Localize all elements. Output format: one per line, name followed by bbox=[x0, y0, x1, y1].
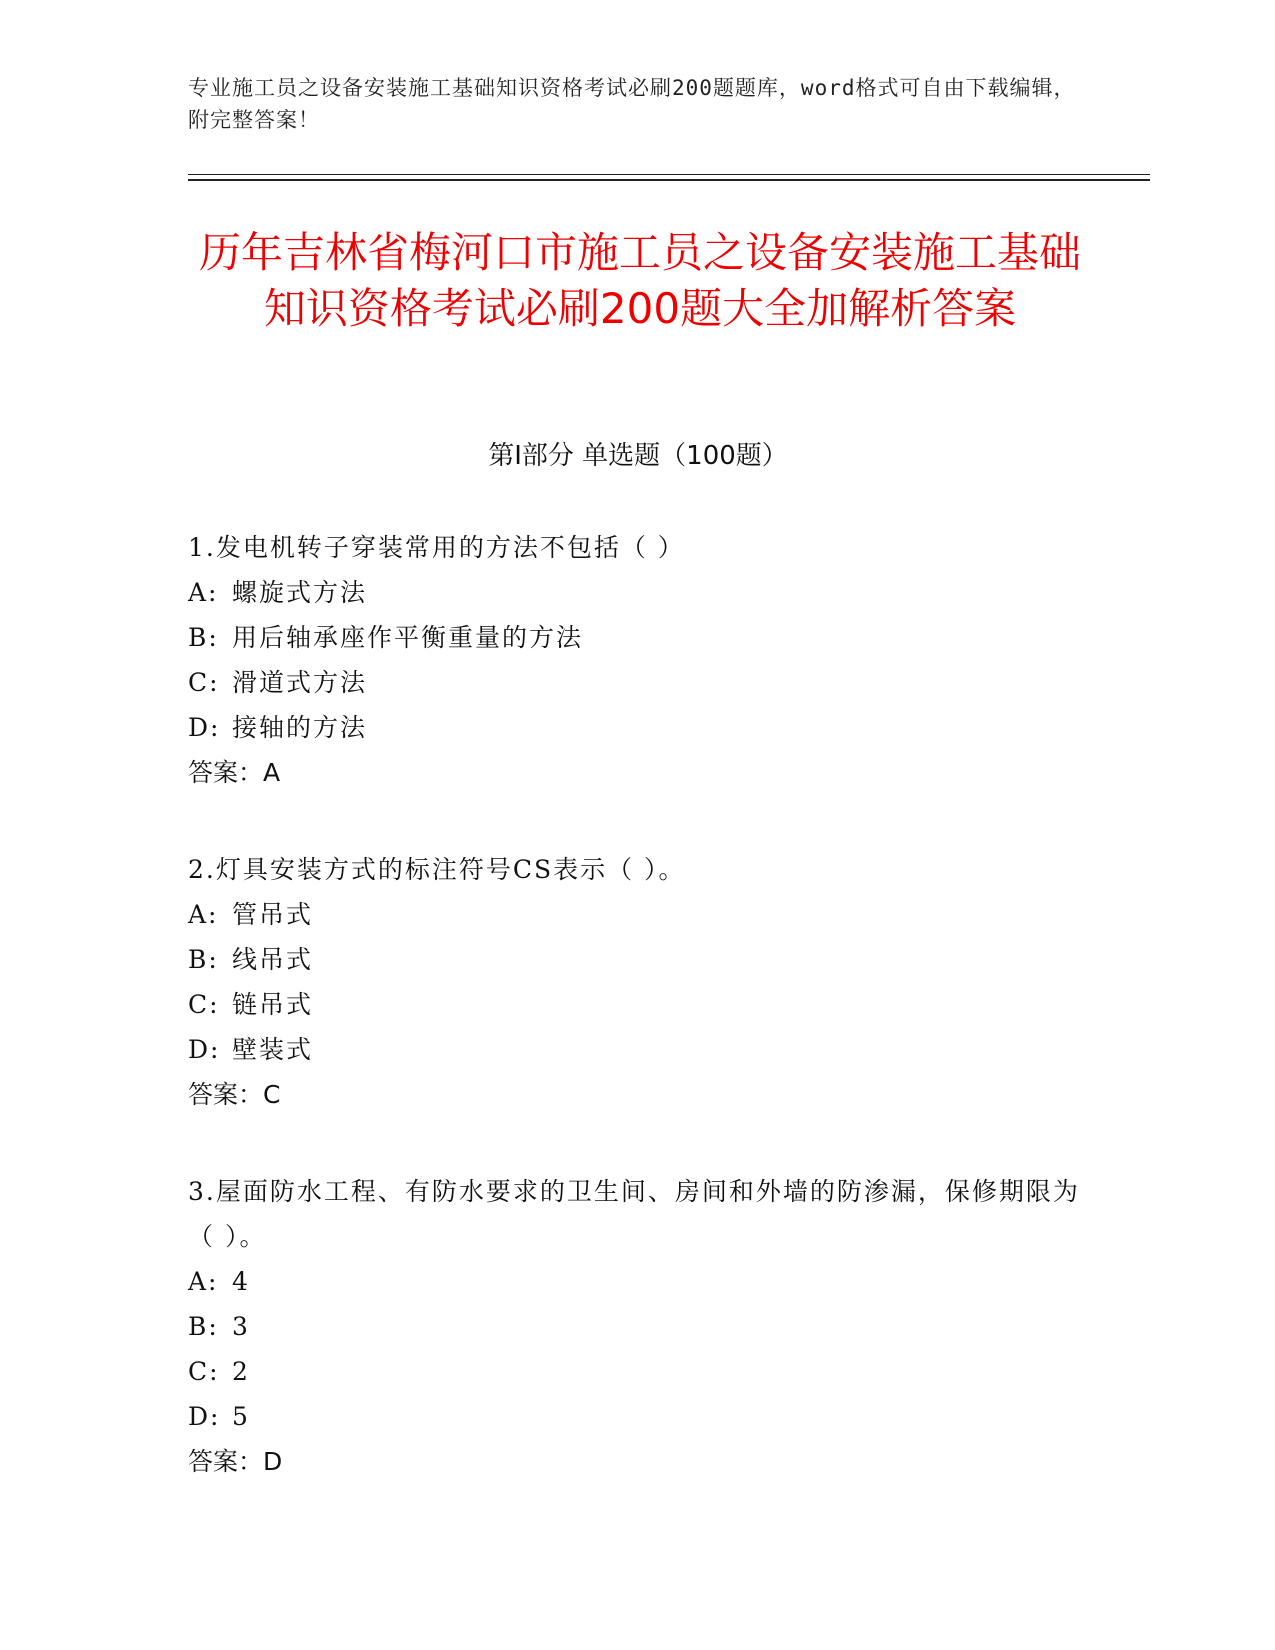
option-letter: A: bbox=[188, 578, 219, 607]
question-stem: 1.发电机转子穿装常用的方法不包括（ ） bbox=[188, 533, 685, 562]
option-d bbox=[188, 705, 1088, 750]
option-text: 4 bbox=[232, 1267, 250, 1296]
option-text: 链吊式 bbox=[232, 990, 314, 1019]
option-text: 3 bbox=[232, 1312, 250, 1341]
question-stem: 2.灯具安装方式的标注符号CS表示（ ）。 bbox=[188, 855, 686, 884]
option-letter: B: bbox=[188, 945, 219, 974]
option-text: 5 bbox=[232, 1402, 250, 1431]
option-b bbox=[188, 615, 1088, 660]
option-text: 螺旋式方法 bbox=[232, 578, 368, 607]
option-letter: B: bbox=[188, 623, 219, 652]
option-b bbox=[188, 937, 1088, 982]
option-c bbox=[188, 1349, 1088, 1394]
section-title: 第Ⅰ部分 单选题（100题） bbox=[488, 441, 788, 471]
option-text: 壁装式 bbox=[232, 1035, 314, 1064]
option-c bbox=[188, 660, 1088, 705]
header-divider-thin bbox=[188, 174, 1150, 175]
question-item bbox=[188, 525, 1088, 795]
option-letter: C: bbox=[188, 668, 220, 697]
option-letter: A: bbox=[188, 1267, 219, 1296]
option-letter: D: bbox=[188, 1402, 221, 1431]
option-text: 管吊式 bbox=[232, 900, 314, 929]
option-text: 滑道式方法 bbox=[232, 668, 368, 697]
answer-line: 答案：D bbox=[188, 1447, 283, 1476]
option-letter: D: bbox=[188, 1035, 221, 1064]
option-c bbox=[188, 982, 1088, 1027]
question-item bbox=[188, 1169, 1088, 1484]
option-d bbox=[188, 1394, 1088, 1439]
option-text: 用后轴承座作平衡重量的方法 bbox=[232, 623, 584, 652]
question-list bbox=[188, 525, 1088, 1536]
option-d bbox=[188, 1027, 1088, 1072]
header-divider-thick bbox=[188, 179, 1150, 181]
option-letter: D: bbox=[188, 713, 221, 742]
option-text: 2 bbox=[232, 1357, 250, 1386]
option-letter: A: bbox=[188, 900, 219, 929]
option-b bbox=[188, 1304, 1088, 1349]
question-item bbox=[188, 847, 1088, 1117]
document-title: 历年吉林省梅河口市施工员之设备安装施工基础知识资格考试必刷200题大全加解析答案 bbox=[198, 228, 1081, 333]
option-letter: C: bbox=[188, 1357, 220, 1386]
answer-line: 答案：A bbox=[188, 758, 281, 787]
answer-line: 答案：C bbox=[188, 1080, 281, 1109]
header-note: 专业施工员之设备安装施工基础知识资格考试必刷200题题库，word格式可自由下载编辑，附完整答案！ bbox=[188, 76, 1076, 132]
option-a bbox=[188, 1259, 1088, 1304]
option-text: 接轴的方法 bbox=[232, 713, 368, 742]
option-text: 线吊式 bbox=[232, 945, 314, 974]
option-a bbox=[188, 892, 1088, 937]
option-letter: B: bbox=[188, 1312, 219, 1341]
option-letter: C: bbox=[188, 990, 220, 1019]
question-stem: 3.屋面防水工程、有防水要求的卫生间、房间和外墙的防渗漏，保修期限为（ ）。 bbox=[188, 1177, 1080, 1251]
option-a bbox=[188, 570, 1088, 615]
